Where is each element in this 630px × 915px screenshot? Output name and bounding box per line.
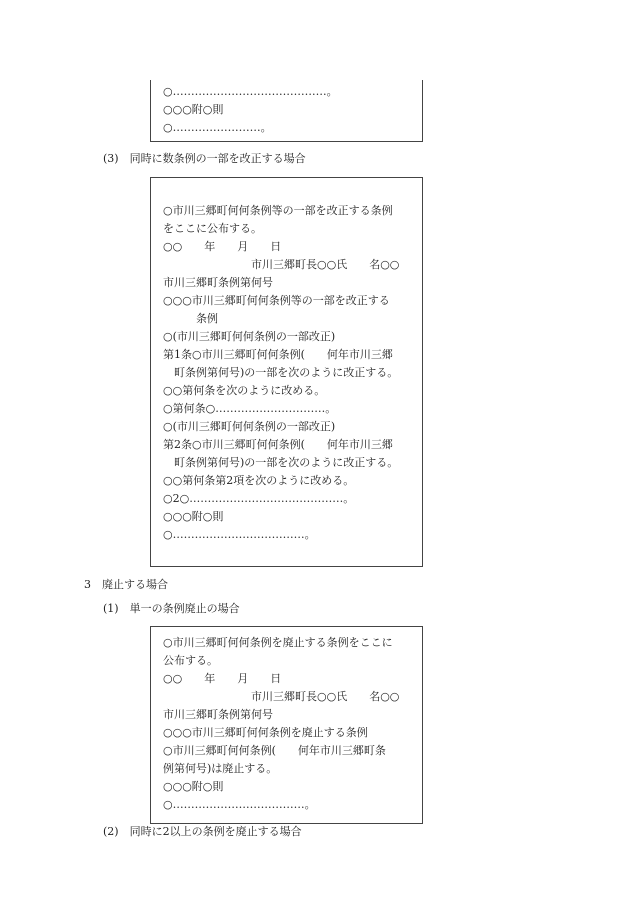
heading-section-3: 3 廃止する場合: [84, 578, 168, 591]
box-line: 市川三郷町長○○氏 名○○: [163, 258, 400, 271]
text-box-top: [150, 80, 423, 142]
text-box-repeal-single: [150, 626, 423, 824]
box-line: 公布する。: [163, 654, 218, 667]
box-line: をここに公布する。: [163, 222, 262, 235]
box-line: ○……………………。: [163, 121, 272, 134]
box-line: ○………………………………。: [163, 798, 316, 811]
box-line: ○○○市川三郷町何何条例を廃止する条例: [163, 726, 368, 739]
box-line: 市川三郷町長○○氏 名○○: [163, 690, 400, 703]
box-line: ○2○……………………………………。: [163, 492, 355, 505]
box-line: ○○○市川三郷町何何条例等の一部を改正する: [163, 294, 390, 307]
box-line: ○………………………………。: [163, 528, 316, 541]
box-line: ○(市川三郷町何何条例の一部改正): [163, 330, 336, 343]
box-line: 町条例第何号)の一部を次のように改正する。: [163, 456, 399, 469]
box-content: [163, 634, 399, 814]
box-line: ○市川三郷町何何条例を廃止する条例をここに: [163, 636, 393, 649]
box-content: [163, 83, 338, 137]
box-line: ○○第何条を次のように改める。: [163, 384, 326, 397]
box-line: 第1条○市川三郷町何何条例( 何年市川三郷: [163, 348, 393, 361]
heading-3-1: (1) 単一の条例廃止の場合: [103, 602, 240, 615]
box-line: ○(市川三郷町何何条例の一部改正): [163, 420, 336, 433]
box-content: [163, 202, 399, 544]
heading-3-2: (2) 同時に2以上の条例を廃止する場合: [103, 825, 302, 838]
box-line: ○市川三郷町何何条例( 何年市川三郷町条: [163, 744, 386, 757]
box-line: 町条例第何号)の一部を次のように改正する。: [163, 366, 399, 379]
box-line: 第2条○市川三郷町何何条例( 何年市川三郷: [163, 438, 393, 451]
box-line: 市川三郷町条例第何号: [163, 708, 273, 721]
box-line: ○○ 年 月 日: [163, 240, 282, 253]
box-line: ○○○附○則: [163, 510, 224, 523]
box-line: 市川三郷町条例第何号: [163, 276, 273, 289]
box-line: ○……………………………………。: [163, 85, 338, 98]
box-line: ○○○附○則: [163, 103, 224, 116]
box-line: ○○第何条第2項を次のように改める。: [163, 474, 355, 487]
box-line: 条例: [163, 312, 218, 325]
box-line: ○○ 年 月 日: [163, 672, 282, 685]
text-box-amend-multiple: [150, 177, 423, 567]
box-line: ○第何条○…………………………。: [163, 402, 337, 415]
box-line: 例第何号)は廃止する。: [163, 762, 278, 775]
heading-3-3: (3) 同時に数条例の一部を改正する場合: [103, 152, 306, 165]
box-line: ○市川三郷町何何条例等の一部を改正する条例: [163, 204, 393, 217]
box-line: ○○○附○則: [163, 780, 224, 793]
